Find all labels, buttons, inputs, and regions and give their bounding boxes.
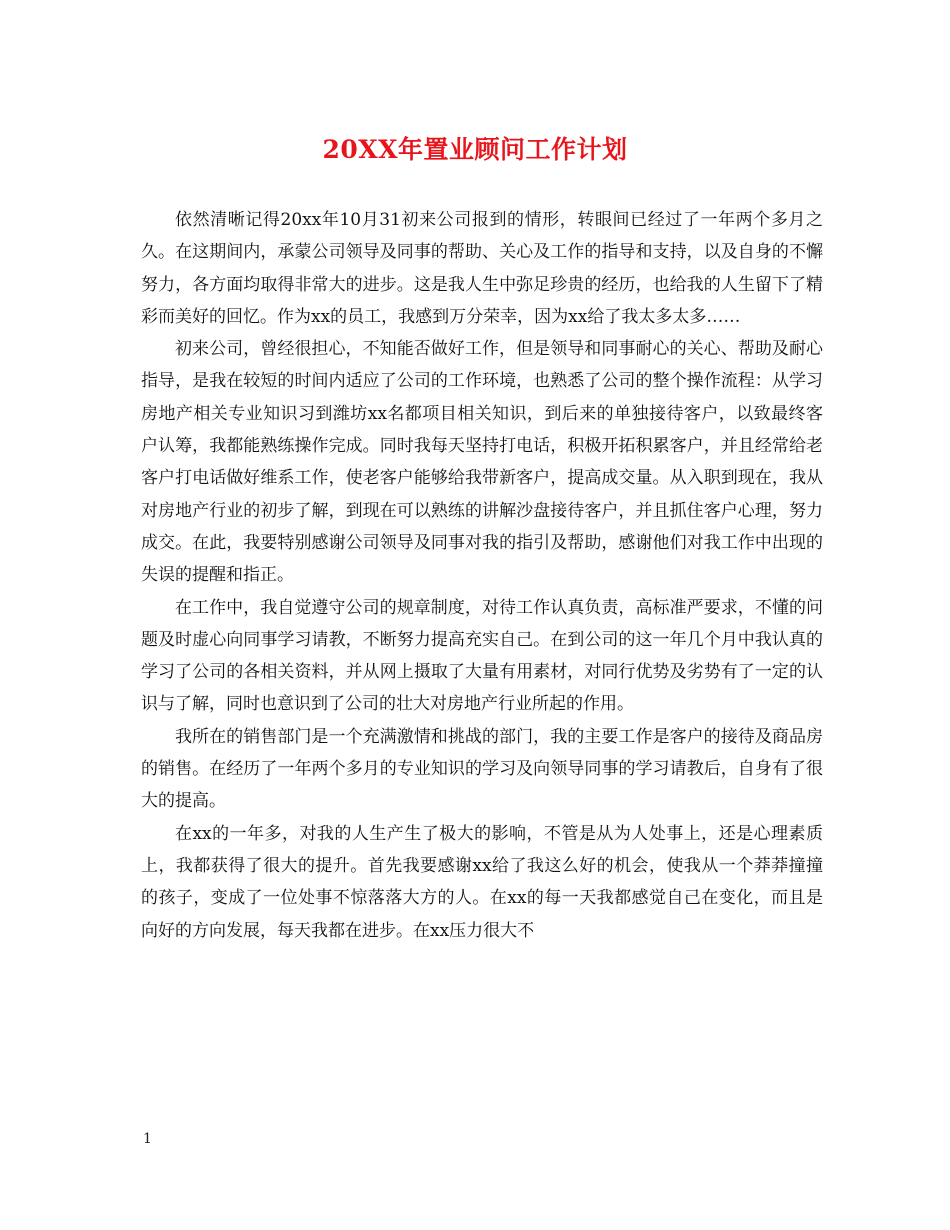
paragraph-4: 我所在的销售部门是一个充满激情和挑战的部门，我的主要工作是客户的接待及商品房的销售。在经历了一年两个多月的专业知识的学习及向领导同事的学习请教后，自身有了很大的提高。 xyxy=(141,726,823,812)
document-body xyxy=(141,204,823,947)
paragraph-2: 初来公司，曾经很担心，不知能否做好工作，但是领导和同事耐心的关心、帮助及耐心指导，是我在较短的时间内适应了公司的工作环境，也熟悉了公司的整个操作流程：从学习房地产相关专业知识习到潍坊xx名都项目相关知识，到后来的单独接待客户，以致最终客户认筹，我都能熟练操作完成。同时我每天坚持打电话，积极开拓积累客户，并且经常给老客户打电话做好维系工作，使老客户能够给我带新客户，提高成交量。从入职到现在，我从对房地产行业的初步了解，到现在可以熟练的讲解沙盘接待客户，并且抓住客户心理，努力成交。在此，我要特别感谢公司领导及同事对我的指引及帮助，感谢他们对我工作中出现的失误的提醒和指正。 xyxy=(141,339,823,586)
paragraph-3: 在工作中，我自觉遵守公司的规章制度，对待工作认真负责，高标准严要求，不懂的问题及时虚心向同事学习请教，不断努力提高充实自己。在到公司的这一年几个月中我认真的学习了公司的各相关资料，并从网上摄取了大量有用素材，对同行优势及劣势有了一定的认识与了解，同时也意识到了公司的壮大对房地产行业所起的作用。 xyxy=(141,597,823,715)
page-title: 20XX年置业顾问工作计划 xyxy=(322,135,628,164)
paragraph-5: 在xx的一年多，对我的人生产生了极大的影响，不管是从为人处事上，还是心理素质上，我都获得了很大的提升。首先我要感谢xx给了我这么好的机会，使我从一个莽莽撞撞的孩子，变成了一位处事不惊落落大方的人。在xx的每一天我都感觉自己在变化，而且是向好的方向发展，每天我都在进步。在xx压力很大不 xyxy=(141,823,823,941)
page-number: 1 xyxy=(143,1131,152,1147)
paragraph-1: 依然清晰记得20xx年10月31初来公司报到的情形，转眼间已经过了一年两个多月之久。在这期间内，承蒙公司领导及同事的帮助、关心及工作的指导和支持，以及自身的不懈努力，各方面均取得非常大的进步。这是我人生中弥足珍贵的经历，也给我的人生留下了精彩而美好的回忆。作为xx的员工，我感到万分荣幸，因为xx给了我太多太多…… xyxy=(141,210,823,327)
